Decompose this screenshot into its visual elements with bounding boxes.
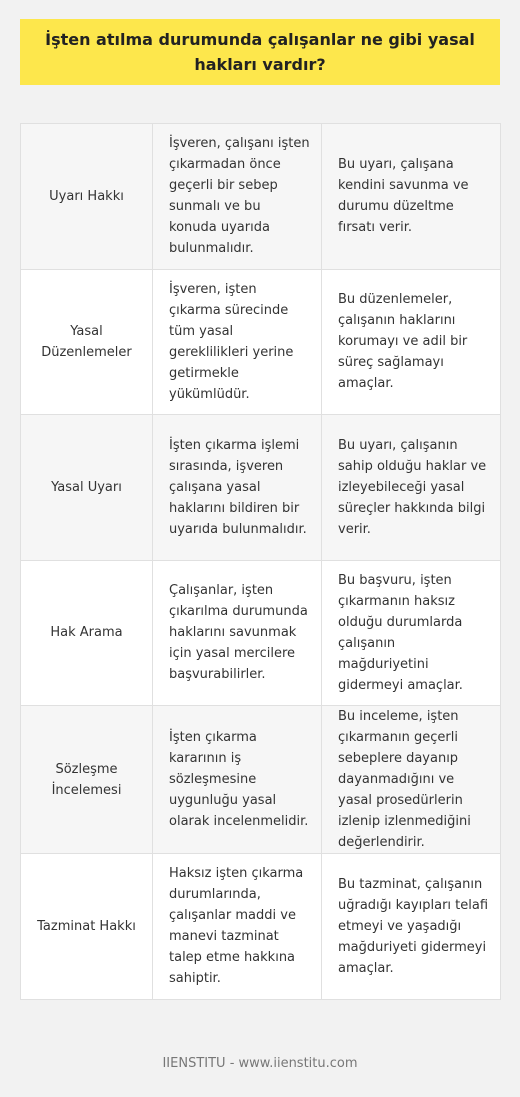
term-cell: Yasal Uyarı: [21, 415, 153, 561]
table-row: [21, 706, 501, 854]
table-row: [21, 560, 501, 706]
footer-credit: IIENSTITU - www.iienstitu.com: [162, 1056, 358, 1071]
term-cell: Uyarı Hakkı: [21, 124, 153, 270]
page-title: İşten atılma durumunda çalışanlar ne gibi yasal hakları vardır?: [45, 30, 475, 74]
description-cell: İşten çıkarma kararının iş sözleşmesine uygunluğu yasal olarak incelenmelidir.: [153, 706, 322, 854]
description-cell: İşten çıkarma işlemi sırasında, işveren çalışana yasal haklarını bildiren bir uyarıda bulunmalıdır.: [153, 415, 322, 561]
title-banner: [20, 19, 500, 85]
table-row: [21, 269, 501, 415]
rights-table-container: [20, 123, 500, 1000]
description-cell: Haksız işten çıkarma durumlarında, çalışanlar maddi ve manevi tazminat talep etme hakkına sahiptir.: [153, 854, 322, 1000]
table-row: [21, 124, 501, 270]
explanation-cell: Bu uyarı, çalışana kendini savunma ve durumu düzeltme fırsatı verir.: [322, 124, 501, 270]
explanation-cell: Bu uyarı, çalışanın sahip olduğu haklar ve izleyebileceği yasal süreçler hakkında bilgi verir.: [322, 415, 501, 561]
description-cell: İşveren, çalışanı işten çıkarmadan önce geçerli bir sebep sunmalı ve bu konuda uyarıda bulunmalıdır.: [153, 124, 322, 270]
explanation-cell: Bu inceleme, işten çıkarmanın geçerli sebeplere dayanıp dayanmadığını ve yasal prosedürlerin izlenip izlenmediğini değerlendirir.: [322, 706, 501, 854]
term-cell: Sözleşme İncelemesi: [21, 706, 153, 854]
term-cell: Yasal Düzenlemeler: [21, 269, 153, 415]
explanation-cell: Bu düzenlemeler, çalışanın haklarını korumayı ve adil bir süreç sağlamayı amaçlar.: [322, 269, 501, 415]
table-row: [21, 415, 501, 561]
explanation-cell: Bu tazminat, çalışanın uğradığı kayıpları telafi etmeyi ve yaşadığı mağduriyeti gidermeyi amaçlar.: [322, 854, 501, 1000]
term-cell: Tazminat Hakkı: [21, 854, 153, 1000]
description-cell: Çalışanlar, işten çıkarılma durumunda haklarını savunmak için yasal mercilere başvurabilirler.: [153, 560, 322, 706]
term-cell: Hak Arama: [21, 560, 153, 706]
rights-table: [20, 123, 501, 1000]
description-cell: İşveren, işten çıkarma sürecinde tüm yasal gereklilikleri yerine getirmekle yükümlüdür.: [153, 269, 322, 415]
explanation-cell: Bu başvuru, işten çıkarmanın haksız olduğu durumlarda çalışanın mağduriyetini gidermeyi amaçlar.: [322, 560, 501, 706]
table-row: [21, 854, 501, 1000]
